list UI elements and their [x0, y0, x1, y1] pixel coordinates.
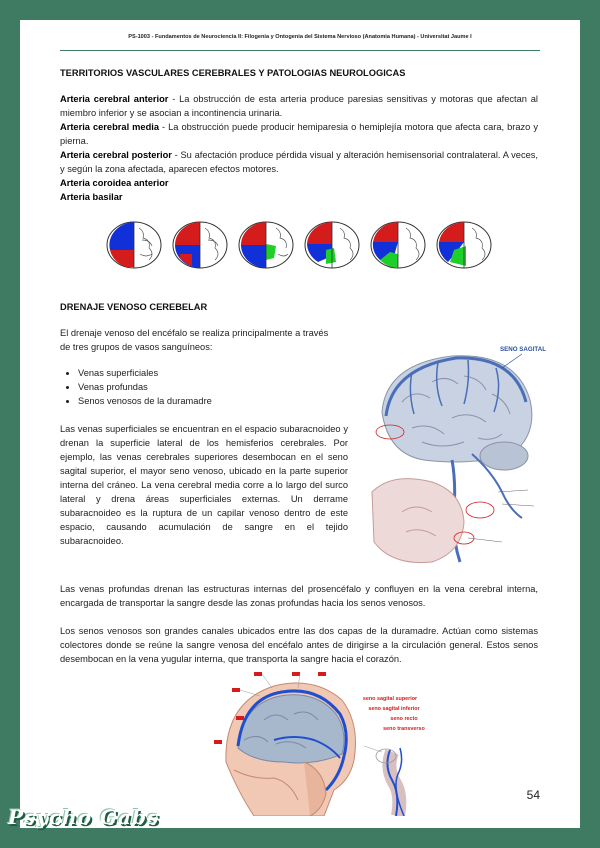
- page-number: 54: [526, 788, 540, 802]
- header-rule: [60, 50, 540, 51]
- seno-sagital-label: SENO SAGITAL: [500, 346, 546, 353]
- brain-territories-figure: [106, 220, 486, 272]
- dural-sinuses-figure: [214, 670, 444, 816]
- brain-illustration-1: [106, 220, 162, 270]
- sinus-label-sagital-inferior: seno sagital inferior: [368, 706, 420, 712]
- venous-groups-list: [60, 366, 336, 408]
- brain-illustration-2: [172, 220, 228, 270]
- term-anterior: Arteria cerebral anterior: [60, 94, 169, 104]
- brain-illustration-3: [238, 220, 294, 270]
- section-title-drenaje: DRENAJE VENOSO CEREBELAR: [60, 302, 208, 312]
- text-anterior: - La obstrucción de esta arteria produce paresias sensitivas y motoras que afectan al miembro inferior y se asocian a incontinencia urinaria.: [60, 94, 538, 118]
- term-basilar: Arteria basilar: [60, 192, 123, 202]
- list-item: • Senos venosos de la duramadre: [78, 394, 336, 408]
- paragraph-senos: Los senos venosos son grandes canales ubicados entre las dos capas de la duramadre. Actúan como sistemas colectores donde se reúne la sangre venosa del encéfalo antes de dirigirse a la circulación general. Estos senos desembocan en la vena yugular interna, que transporta la sangre hacia el corazón.: [60, 626, 538, 664]
- page-header: PS-1003 - Fundamentos de Neurociencia II: Filogenia y Ontogenia del Sistema Nervioso (Anatomia Humana) - Universitat Jaume I: [128, 34, 472, 40]
- psycho-gabs-logo: Psycho Gabs: [8, 805, 160, 829]
- term-media: Arteria cerebral media: [60, 122, 160, 132]
- brain-illustration-5: [370, 220, 426, 270]
- text-media: - La obstrucción puede producir hemiparesia o hemiplejía motora que afecta cara, brazo y pierna.: [60, 122, 538, 146]
- sinus-label-recto: seno recto: [390, 716, 418, 722]
- paragraph-anterior: [60, 92, 538, 120]
- sinus-label-sagital-superior: seno sagital superior: [362, 696, 418, 702]
- section-title-vascular: TERRITORIOS VASCULARES CEREBRALES Y PATOLOGIAS NEUROLOGICAS: [60, 68, 406, 78]
- vascular-paragraphs: [60, 92, 538, 204]
- term-coroidea: Arteria coroidea anterior: [60, 178, 169, 188]
- drenaje-intro: El drenaje venoso del encéfalo se realiza principalmente a través de tres grupos de vasos sanguíneos:: [60, 328, 329, 352]
- term-posterior: Arteria cerebral posterior: [60, 150, 172, 160]
- text-posterior: - Su afectación produce pérdida visual y alteración hemisensorial contralateral. A veces, y según la zona afectada, aparecen efectos motores.: [60, 150, 539, 174]
- list-item: • Venas superficiales: [78, 366, 336, 380]
- brain-illustration-4: [304, 220, 360, 270]
- paragraph-profundas: Las venas profundas drenan las estructuras internas del prosencéfalo y confluyen en la vena cerebral interna, encargada de transportar la sangre desde las zonas profundas hacia los senos venosos.: [60, 584, 538, 608]
- brain-illustration-6: [436, 220, 492, 270]
- document-page: [20, 20, 580, 828]
- sinus-label-transverso: seno transverso: [383, 726, 425, 732]
- venous-drainage-figure: [352, 342, 548, 566]
- paragraph-superficial: Las venas superficiales se encuentran en el espacio subaracnoideo y drenan la superficie lateral de los hemisferios cerebrales. Por ejemplo, las venas cerebrales superiores desembocan en el seno sagital superior, el mayor seno venoso, ubicado en la parte superior interna del cráneo. La vena cerebral media corre a lo largo del surco lateral y drena áreas superficiales externas. Un derrame subaracnoideo es la ruptura de un capilar venoso dentro de este espacio, causando acumulación de sangre en el tejido subaracnoideo.: [60, 424, 348, 546]
- paragraph-posterior: [60, 148, 538, 176]
- list-item: • Venas profundas: [78, 380, 336, 394]
- paragraph-media: [60, 120, 538, 148]
